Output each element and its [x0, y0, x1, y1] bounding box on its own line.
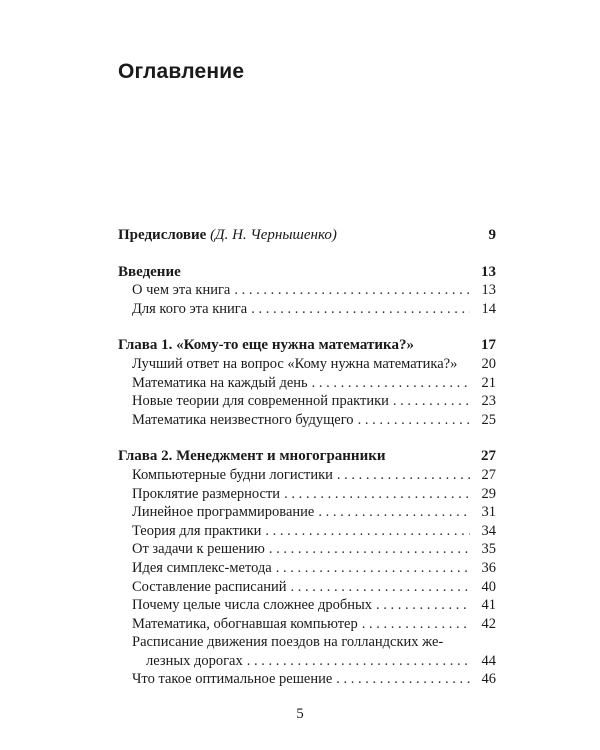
page-ref: 13 [481, 282, 496, 299]
table-of-contents [118, 226, 496, 689]
leader-dots [376, 596, 470, 615]
toc-entry-wrapped[interactable] [118, 633, 496, 670]
leader-dots [291, 578, 470, 597]
entry-label: Новые теории для современной практики [132, 393, 389, 410]
toc-entry-intro[interactable] [118, 263, 496, 282]
page-ref: 36 [481, 559, 496, 576]
toc-entry-chapter-1[interactable] [118, 336, 496, 355]
entry-label: Линейное программирование [132, 504, 315, 521]
entry-label: Теория для практики [132, 522, 262, 539]
page-ref: 35 [481, 541, 496, 558]
entry-label: Для кого эта книга [132, 300, 248, 317]
leader-dots [269, 540, 470, 559]
leader-dots [234, 281, 470, 300]
entry-label: Математика на каждый день [132, 374, 308, 391]
leader-dots [276, 559, 470, 578]
leader-dots [336, 670, 470, 689]
entry-label-line-2: лезных дорогах [146, 652, 243, 669]
preface-author: (Д. Н. Чернышенко) [210, 227, 337, 243]
page-ref: 17 [481, 337, 496, 354]
chapter-label: Глава 2. Менеджмент и многогранники [118, 448, 386, 465]
entry-label: Почему целые числа сложнее дробных [132, 597, 372, 614]
entry-label: О чем эта книга [132, 282, 231, 299]
leader-dots [318, 503, 470, 522]
leader-dots [358, 411, 470, 430]
page-ref: 31 [481, 504, 496, 521]
toc-entry[interactable] [118, 522, 496, 541]
page-number: 5 [296, 706, 304, 722]
entry-label: Математика, обогнавшая компьютер [132, 615, 358, 632]
entry-label: Математика неизвестного будущего [132, 411, 354, 428]
toc-entry[interactable] [118, 466, 496, 485]
page-ref: 27 [481, 448, 496, 465]
toc-entry[interactable] [118, 615, 496, 634]
chapter-label: Глава 1. «Кому-то еще нужна математика?» [118, 337, 414, 354]
toc-entry[interactable] [118, 503, 496, 522]
toc-entry-preface[interactable] [118, 226, 496, 245]
page-title: Оглавление [118, 60, 245, 83]
page-ref: 20 [481, 355, 496, 372]
chapter-label: Введение [118, 263, 181, 280]
entry-label: Проклятие размерности [132, 485, 281, 502]
leader-dots [284, 485, 470, 504]
entry-label: Идея симплекс-метода [132, 559, 272, 576]
toc-entry[interactable] [118, 670, 496, 689]
entry-label-line-1: Расписание движения поездов на голландских же- [132, 634, 444, 651]
preface-label: Предисловие [118, 227, 207, 243]
page-ref: 41 [481, 597, 496, 614]
page-ref: 9 [488, 227, 496, 243]
leader-dots [265, 522, 470, 541]
page-ref: 34 [481, 522, 496, 539]
page-ref: 42 [481, 615, 496, 632]
leader-dots [393, 392, 470, 411]
page-ref: 40 [481, 578, 496, 595]
toc-entry[interactable] [118, 392, 496, 411]
leader-dots [362, 615, 470, 634]
toc-entry[interactable] [118, 300, 496, 319]
leader-dots [251, 300, 470, 319]
toc-entry[interactable] [118, 355, 496, 374]
page-ref: 23 [481, 393, 496, 410]
toc-entry[interactable] [118, 578, 496, 597]
page-ref: 21 [481, 374, 496, 391]
toc-entry[interactable] [118, 485, 496, 504]
leader-dots [337, 466, 470, 485]
leader-dots [247, 652, 470, 671]
entry-label: Что такое оптимальное решение [132, 671, 333, 688]
page-ref: 44 [481, 652, 496, 669]
toc-entry[interactable] [118, 411, 496, 430]
page-ref: 46 [481, 671, 496, 688]
toc-entry[interactable] [118, 540, 496, 559]
page-ref: 29 [481, 485, 496, 502]
page-ref: 14 [481, 300, 496, 317]
toc-entry[interactable] [118, 559, 496, 578]
toc-entry[interactable] [118, 374, 496, 393]
page-ref: 13 [481, 263, 496, 280]
entry-label: От задачи к решению [132, 541, 265, 558]
page-ref: 25 [481, 411, 496, 428]
page-ref: 27 [481, 466, 496, 483]
toc-entry[interactable] [118, 281, 496, 300]
entry-label: Компьютерные будни логистики [132, 466, 333, 483]
toc-entry-chapter-2[interactable] [118, 447, 496, 466]
entry-label: Составление расписаний [132, 578, 287, 595]
leader-dots [312, 374, 470, 393]
entry-label: Лучший ответ на вопрос «Кому нужна математика?» [132, 355, 458, 372]
toc-entry[interactable] [118, 596, 496, 615]
